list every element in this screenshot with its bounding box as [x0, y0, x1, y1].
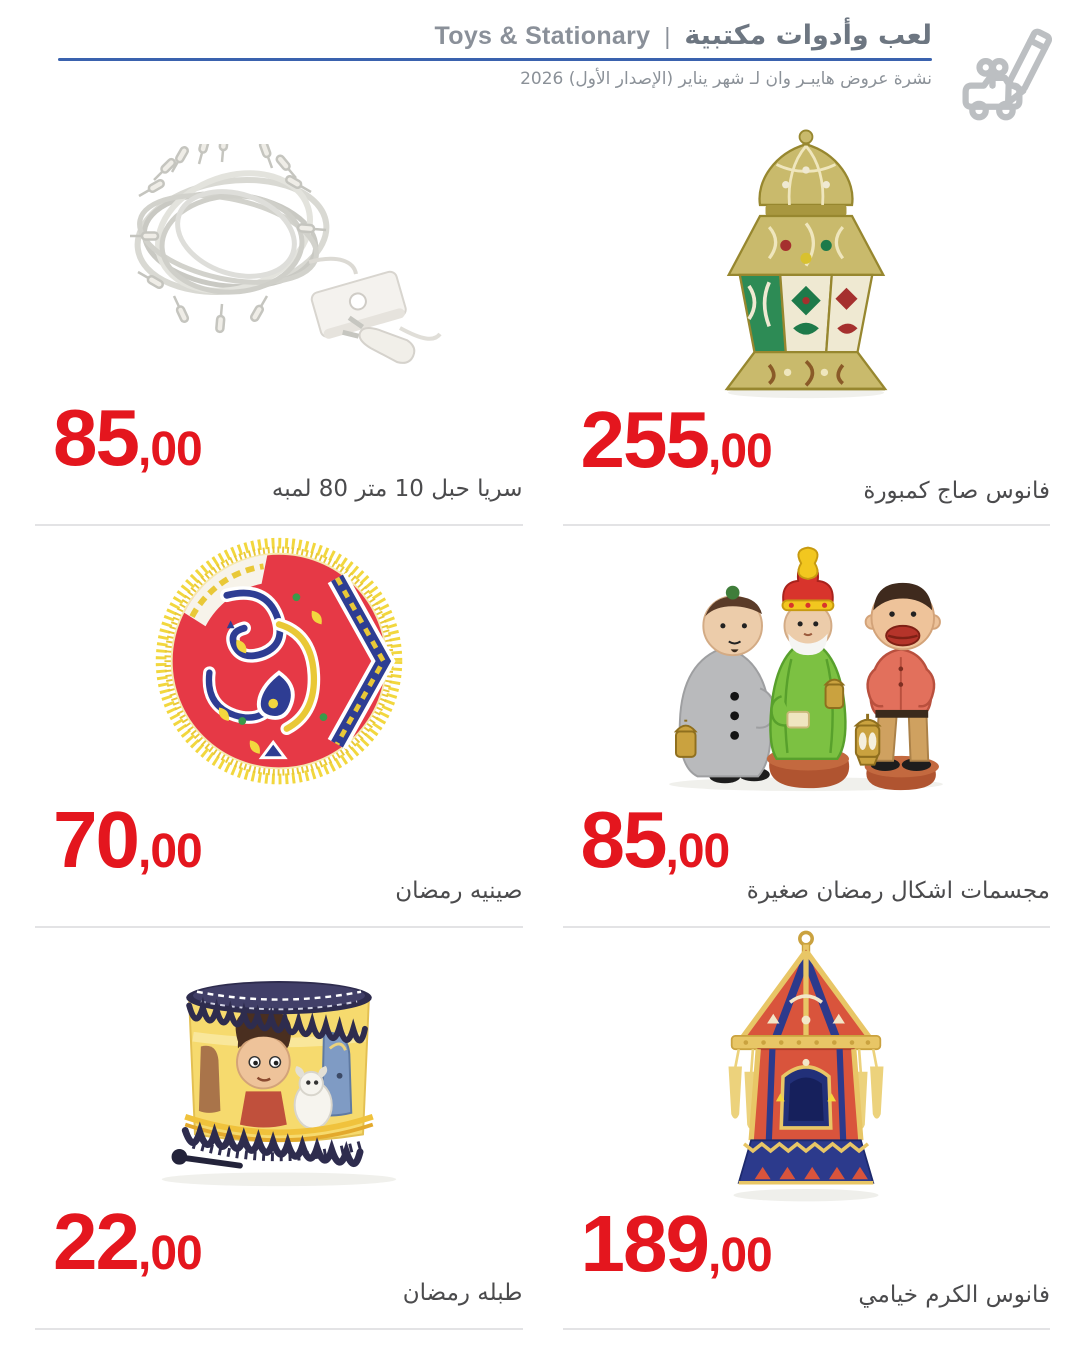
product-card: [35, 526, 523, 928]
page-header: [0, 0, 1080, 118]
ramadan-drum-image: [35, 928, 523, 1202]
product-card: [563, 124, 1051, 526]
header-subtitle: نشرة عروض هايبـر وان لـ شهر يناير (الإصدار الأول) 2026: [520, 69, 932, 89]
product-name: سريا حبل 10 متر 80 لمبه: [271, 476, 523, 502]
ramadan-tray-image: [35, 526, 523, 800]
toy-car-and-pencil-icon: [956, 22, 1052, 130]
products-grid: [0, 124, 1080, 1330]
section-title-en: Toys & Stationary: [434, 22, 651, 50]
product-price: 85,00: [580, 795, 730, 884]
product-name: طبله رمضان: [402, 1280, 523, 1306]
header-titles: [58, 20, 932, 89]
product-card: [563, 526, 1051, 928]
header-underline: [58, 58, 932, 61]
product-name: مجسمات اشكال رمضان صغيرة: [746, 878, 1050, 904]
product-name: فانوس الكرم خيامي: [858, 1282, 1050, 1308]
string-lights-image: [35, 124, 523, 398]
product-price: 189,00: [580, 1199, 772, 1288]
product-card: [35, 124, 523, 526]
product-price: 255,00: [580, 395, 772, 484]
product-price: 22,00: [53, 1197, 202, 1286]
product-name: فانوس صاج كمبورة: [863, 478, 1050, 504]
product-name: صينيه رمضان: [395, 878, 523, 904]
fabric-lantern-image: [563, 928, 1051, 1204]
section-title-ar: لعب وأدوات مكتبية: [684, 20, 932, 51]
product-price: 85,00: [53, 393, 202, 482]
ramadan-figurines-image: [563, 526, 1051, 800]
product-price: 70,00: [53, 795, 202, 884]
product-card: [563, 928, 1051, 1330]
brass-lantern-image: [563, 124, 1051, 400]
title-separator: |: [664, 23, 671, 49]
section-title-row: [58, 20, 932, 51]
product-card: [35, 928, 523, 1330]
